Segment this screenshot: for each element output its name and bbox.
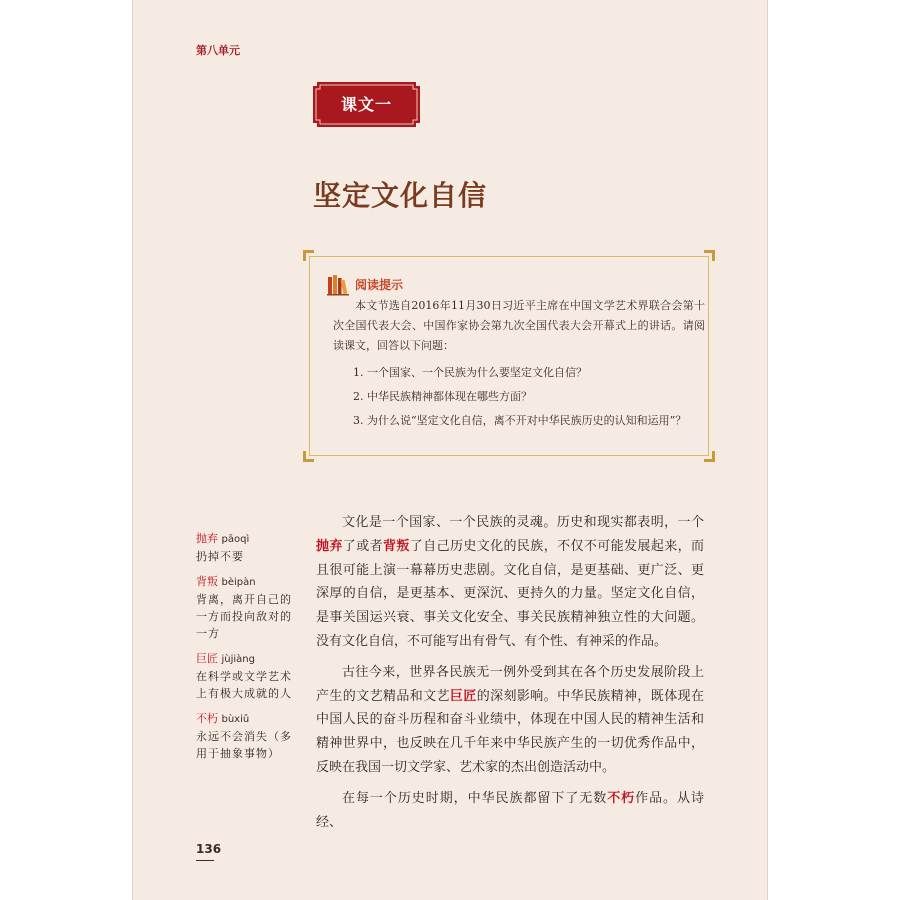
- reading-tips-intro: 本文节选自2016年11月30日习近平主席在中国文学艺术界联合会第十次全国代表大会、中国作家协会第九次全国代表大会开幕式上的讲话。请阅读课文，回答以下问题：: [333, 299, 705, 352]
- glossary-pinyin: bùxiǔ: [221, 714, 250, 725]
- glossary-pinyin: pāoqì: [221, 534, 250, 545]
- frame-corner: [303, 250, 314, 261]
- body-paragraph: [316, 661, 704, 780]
- body-text-run: 古往今来，世界各民族无一例外受到其在各个历史发展阶段上产生的文艺精品和文艺: [316, 664, 704, 704]
- textbook-page: [132, 0, 768, 900]
- frame-corner: [704, 451, 715, 462]
- reading-tips-box: [303, 250, 715, 462]
- books-icon: [327, 274, 349, 296]
- reading-tips-title: 阅读提示: [355, 278, 404, 292]
- glossary-definition: 背离，离开自己的一方而投向敌对的一方: [196, 593, 292, 640]
- lesson-tag: [313, 82, 420, 127]
- page-number: 136: [196, 842, 222, 856]
- frame-corner: [303, 451, 314, 462]
- page-number-rule: [196, 860, 214, 861]
- reading-tips-question: 3. 为什么说“坚定文化自信，离不开对中华民族历史的认知和运用”？: [353, 414, 687, 427]
- reading-tips-question: 2. 中华民族精神都体现在哪些方面？: [353, 390, 532, 403]
- body-text-run: 作品。从诗经、: [316, 790, 704, 830]
- glossary-definition: 在科学或文学艺术上有极大成就的人: [196, 670, 292, 700]
- body-text-run: 了自己历史文化的民族，不仅不可能发展起来，而且很可能上演一幕幕历史悲剧。文化自信，是更基础、更广泛、更深厚的自信，是更基本、更深沉、更持久的力量。坚定文化自信，是事关国运兴衰、事关文化安全、事关民族精神独立性的大问题。没有文化自信，不可能写出有骨气、有个性、有神采的作品。: [316, 538, 704, 649]
- vocab-highlight: 背叛: [382, 538, 410, 554]
- lesson-title: 坚定文化自信: [313, 179, 488, 212]
- lesson-body: [316, 511, 704, 841]
- glossary-definition: 扔掉不要: [196, 550, 244, 563]
- vocab-highlight: 不朽: [607, 790, 636, 806]
- glossary-term: 抛弃: [196, 532, 218, 545]
- body-text-run: 的深刻影响。中华民族精神，既体现在中国人民的奋斗历程和奋斗业绩中，体现在中国人民的精神生活和精神世界中，也反映在几千年来中华民族产生的一切优秀作品中，反映在我国一切文学家、艺术家的杰出创造活动中。: [316, 688, 704, 775]
- glossary-term: 巨匠: [196, 652, 218, 665]
- body-paragraph: [316, 787, 704, 835]
- vocab-highlight: 抛弃: [316, 538, 343, 554]
- glossary-definition: 永远不会消失（多用于抽象事物）: [196, 730, 292, 760]
- vocab-highlight: 巨匠: [449, 688, 477, 704]
- lesson-tag-label: 课文一: [340, 95, 392, 114]
- glossary-entry: [196, 650, 300, 702]
- glossary-pinyin: bèipàn: [221, 577, 256, 588]
- body-text-run: 了或者: [342, 538, 383, 554]
- glossary-sidebar: [196, 530, 300, 770]
- glossary-term: 背叛: [196, 575, 218, 588]
- unit-label: 第八单元: [196, 44, 240, 57]
- glossary-term: 不朽: [196, 712, 218, 725]
- glossary-pinyin: jùjiàng: [221, 654, 255, 665]
- reading-tips-question: 1. 一个国家、一个民族为什么要坚定文化自信？: [353, 366, 587, 379]
- glossary-entry: [196, 710, 300, 762]
- frame-corner: [704, 250, 715, 261]
- body-text-run: 在每一个历史时期，中华民族都留下了无数: [342, 790, 608, 806]
- glossary-entry: [196, 530, 300, 565]
- body-text-run: 文化是一个国家、一个民族的灵魂。历史和现实都表明，一个: [342, 515, 704, 530]
- body-paragraph: [316, 511, 704, 654]
- glossary-entry: [196, 573, 300, 642]
